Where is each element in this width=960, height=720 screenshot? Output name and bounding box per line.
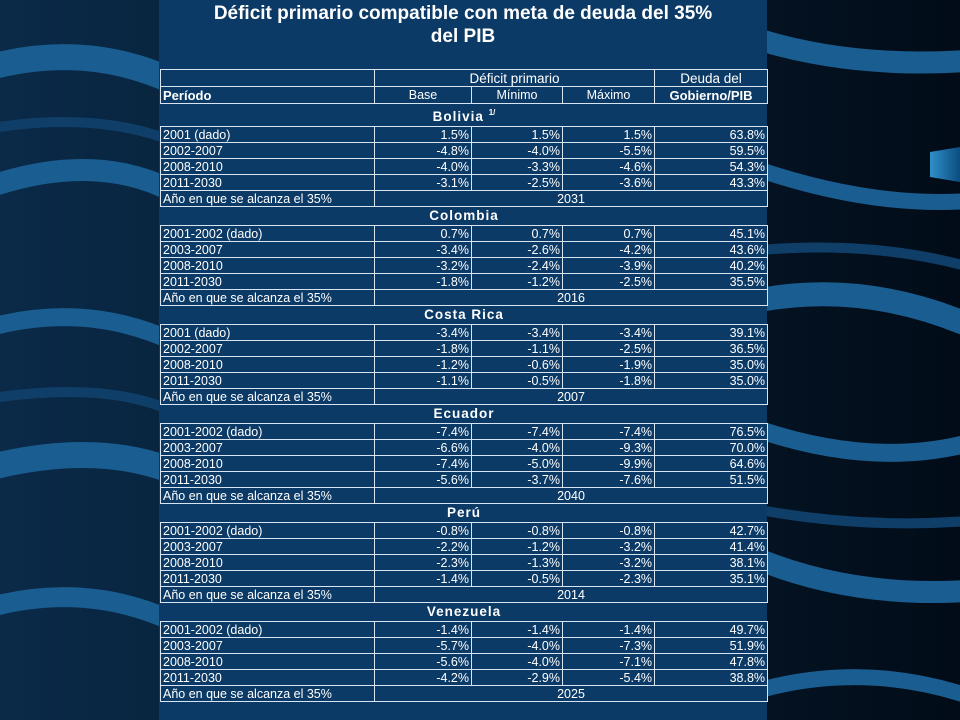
max-cell: -9.3% xyxy=(563,440,655,456)
max-cell: -7.4% xyxy=(563,424,655,440)
debt-cell: 49.7% xyxy=(655,622,768,638)
reach-label: Año en que se alcanza el 35% xyxy=(161,587,375,603)
min-cell: -3.7% xyxy=(472,472,563,488)
base-cell: -1.4% xyxy=(375,571,472,587)
max-cell: -7.1% xyxy=(563,654,655,670)
table-row xyxy=(161,373,768,389)
reach-year: 2014 xyxy=(375,587,768,603)
slide-title xyxy=(159,2,767,48)
base-cell: -1.8% xyxy=(375,341,472,357)
table-row xyxy=(161,654,768,670)
max-cell: -0.8% xyxy=(563,523,655,539)
max-cell: -7.6% xyxy=(563,472,655,488)
debt-cell: 39.1% xyxy=(655,325,768,341)
period-cell: 2001-2002 (dado) xyxy=(161,424,375,440)
max-cell: 0.7% xyxy=(563,226,655,242)
reach-label: Año en que se alcanza el 35% xyxy=(161,290,375,306)
min-cell: -1.2% xyxy=(472,274,563,290)
country-header-colombia xyxy=(161,207,768,226)
title-line-2: del PIB xyxy=(430,26,496,47)
debt-cell: 76.5% xyxy=(655,424,768,440)
period-cell: 2011-2030 xyxy=(161,571,375,587)
base-cell: -4.0% xyxy=(375,159,472,175)
period-cell: 2002-2007 xyxy=(161,143,375,159)
header-deficit-group: Déficit primario xyxy=(375,70,655,87)
max-cell: -3.4% xyxy=(563,325,655,341)
table-row xyxy=(161,472,768,488)
period-cell: 2001 (dado) xyxy=(161,127,375,143)
base-cell: -3.4% xyxy=(375,325,472,341)
min-cell: -4.0% xyxy=(472,654,563,670)
max-cell: -3.6% xyxy=(563,175,655,191)
min-cell: -2.4% xyxy=(472,258,563,274)
reach-label: Año en que se alcanza el 35% xyxy=(161,686,375,702)
max-cell: -9.9% xyxy=(563,456,655,472)
base-cell: -2.3% xyxy=(375,555,472,571)
base-cell: -3.4% xyxy=(375,242,472,258)
reach-label: Año en que se alcanza el 35% xyxy=(161,191,375,207)
table-row xyxy=(161,242,768,258)
period-cell: 2003-2007 xyxy=(161,638,375,654)
base-cell: 1.5% xyxy=(375,127,472,143)
debt-cell: 70.0% xyxy=(655,440,768,456)
debt-cell: 35.1% xyxy=(655,571,768,587)
country-name: Venezuela xyxy=(426,604,502,619)
base-cell: -1.2% xyxy=(375,357,472,373)
period-cell: 2008-2010 xyxy=(161,456,375,472)
header-row-1 xyxy=(161,70,768,87)
min-cell: -2.5% xyxy=(472,175,563,191)
base-cell: 0.7% xyxy=(375,226,472,242)
period-cell: 2008-2010 xyxy=(161,555,375,571)
debt-cell: 40.2% xyxy=(655,258,768,274)
debt-cell: 54.3% xyxy=(655,159,768,175)
min-cell: -0.5% xyxy=(472,571,563,587)
max-cell: -2.3% xyxy=(563,571,655,587)
min-cell: -2.9% xyxy=(472,670,563,686)
reach-year-row xyxy=(161,290,768,306)
table-row xyxy=(161,175,768,191)
debt-cell: 45.1% xyxy=(655,226,768,242)
debt-cell: 36.5% xyxy=(655,341,768,357)
header-period-spacer xyxy=(161,70,375,87)
period-cell: 2011-2030 xyxy=(161,373,375,389)
min-cell: -3.3% xyxy=(472,159,563,175)
base-cell: -5.6% xyxy=(375,472,472,488)
period-cell: 2001-2002 (dado) xyxy=(161,622,375,638)
min-cell: -4.0% xyxy=(472,440,563,456)
country-note: 1/ xyxy=(488,108,496,117)
base-cell: -1.4% xyxy=(375,622,472,638)
period-cell: 2011-2030 xyxy=(161,670,375,686)
max-cell: -1.4% xyxy=(563,622,655,638)
max-cell: -4.2% xyxy=(563,242,655,258)
table-row xyxy=(161,341,768,357)
debt-cell: 41.4% xyxy=(655,539,768,555)
period-cell: 2001-2002 (dado) xyxy=(161,226,375,242)
max-cell: 1.5% xyxy=(563,127,655,143)
period-cell: 2011-2030 xyxy=(161,175,375,191)
base-cell: -1.1% xyxy=(375,373,472,389)
base-cell: -4.8% xyxy=(375,143,472,159)
deficit-table xyxy=(160,69,768,702)
debt-cell: 43.3% xyxy=(655,175,768,191)
table-row xyxy=(161,159,768,175)
max-cell: -5.4% xyxy=(563,670,655,686)
country-header-bolivia xyxy=(161,104,768,127)
base-cell: -3.1% xyxy=(375,175,472,191)
table-row xyxy=(161,670,768,686)
header-period: Período xyxy=(161,87,375,104)
debt-cell: 38.8% xyxy=(655,670,768,686)
header-base: Base xyxy=(375,87,472,104)
min-cell: -5.0% xyxy=(472,456,563,472)
country-name-cell xyxy=(161,207,768,226)
reach-year: 2025 xyxy=(375,686,768,702)
reach-year: 2016 xyxy=(375,290,768,306)
max-cell: -2.5% xyxy=(563,341,655,357)
table-row xyxy=(161,143,768,159)
header-min: Mínimo xyxy=(472,87,563,104)
country-header-costa-rica xyxy=(161,306,768,325)
table-row xyxy=(161,539,768,555)
max-cell: -3.2% xyxy=(563,555,655,571)
min-cell: -4.0% xyxy=(472,638,563,654)
table-row xyxy=(161,523,768,539)
max-cell: -3.9% xyxy=(563,258,655,274)
reach-year-row xyxy=(161,389,768,405)
country-name: Ecuador xyxy=(433,406,495,421)
debt-cell: 38.1% xyxy=(655,555,768,571)
reach-year-row xyxy=(161,587,768,603)
table-row xyxy=(161,638,768,654)
country-name-cell xyxy=(161,603,768,622)
max-cell: -1.8% xyxy=(563,373,655,389)
base-cell: -0.8% xyxy=(375,523,472,539)
base-cell: -7.4% xyxy=(375,424,472,440)
reach-year-row xyxy=(161,686,768,702)
min-cell: -4.0% xyxy=(472,143,563,159)
min-cell: 1.5% xyxy=(472,127,563,143)
max-cell: -4.6% xyxy=(563,159,655,175)
reach-year-row xyxy=(161,191,768,207)
max-cell: -5.5% xyxy=(563,143,655,159)
country-name-cell xyxy=(161,306,768,325)
debt-cell: 35.0% xyxy=(655,357,768,373)
country-header-per- xyxy=(161,504,768,523)
debt-cell: 51.5% xyxy=(655,472,768,488)
debt-cell: 35.0% xyxy=(655,373,768,389)
min-cell: -2.6% xyxy=(472,242,563,258)
base-cell: -7.4% xyxy=(375,456,472,472)
period-cell: 2003-2007 xyxy=(161,539,375,555)
min-cell: -7.4% xyxy=(472,424,563,440)
country-name-cell xyxy=(161,504,768,523)
header-row-2 xyxy=(161,87,768,104)
period-cell: 2011-2030 xyxy=(161,472,375,488)
period-cell: 2008-2010 xyxy=(161,654,375,670)
period-cell: 2001 (dado) xyxy=(161,325,375,341)
min-cell: -1.1% xyxy=(472,341,563,357)
debt-cell: 63.8% xyxy=(655,127,768,143)
base-cell: -6.6% xyxy=(375,440,472,456)
period-cell: 2003-2007 xyxy=(161,440,375,456)
period-cell: 2001-2002 (dado) xyxy=(161,523,375,539)
period-cell: 2011-2030 xyxy=(161,274,375,290)
reach-label: Año en que se alcanza el 35% xyxy=(161,488,375,504)
period-cell: 2008-2010 xyxy=(161,159,375,175)
country-name: Colombia xyxy=(429,208,499,223)
debt-cell: 64.6% xyxy=(655,456,768,472)
min-cell: -0.8% xyxy=(472,523,563,539)
country-name-cell xyxy=(161,405,768,424)
decorative-tab xyxy=(930,147,960,182)
base-cell: -1.8% xyxy=(375,274,472,290)
table-row xyxy=(161,456,768,472)
header-max: Máximo xyxy=(563,87,655,104)
debt-cell: 42.7% xyxy=(655,523,768,539)
debt-cell: 59.5% xyxy=(655,143,768,159)
min-cell: -1.2% xyxy=(472,539,563,555)
country-header-ecuador xyxy=(161,405,768,424)
reach-year: 2040 xyxy=(375,488,768,504)
table-row xyxy=(161,571,768,587)
header-debt-line2: Gobierno/PIB xyxy=(655,87,768,104)
country-name: Costa Rica xyxy=(424,307,504,322)
country-name: Perú xyxy=(447,505,482,520)
debt-cell: 51.9% xyxy=(655,638,768,654)
title-line-1: Déficit primario compatible con meta de deuda del 35% xyxy=(213,3,713,24)
max-cell: -1.9% xyxy=(563,357,655,373)
reach-year: 2007 xyxy=(375,389,768,405)
table-row xyxy=(161,357,768,373)
min-cell: -1.4% xyxy=(472,622,563,638)
base-cell: -4.2% xyxy=(375,670,472,686)
period-cell: 2008-2010 xyxy=(161,258,375,274)
debt-cell: 43.6% xyxy=(655,242,768,258)
min-cell: -1.3% xyxy=(472,555,563,571)
debt-cell: 47.8% xyxy=(655,654,768,670)
header-debt-line1: Deuda del xyxy=(655,70,768,87)
table-row xyxy=(161,424,768,440)
period-cell: 2002-2007 xyxy=(161,341,375,357)
table-body xyxy=(161,70,768,702)
base-cell: -5.6% xyxy=(375,654,472,670)
max-cell: -3.2% xyxy=(563,539,655,555)
country-name-cell xyxy=(161,104,768,127)
base-cell: -2.2% xyxy=(375,539,472,555)
table-row xyxy=(161,325,768,341)
min-cell: 0.7% xyxy=(472,226,563,242)
table-row xyxy=(161,440,768,456)
reach-year-row xyxy=(161,488,768,504)
min-cell: -0.6% xyxy=(472,357,563,373)
table-row xyxy=(161,127,768,143)
period-cell: 2008-2010 xyxy=(161,357,375,373)
reach-label: Año en que se alcanza el 35% xyxy=(161,389,375,405)
base-cell: -3.2% xyxy=(375,258,472,274)
min-cell: -3.4% xyxy=(472,325,563,341)
max-cell: -7.3% xyxy=(563,638,655,654)
table-row xyxy=(161,226,768,242)
country-header-venezuela xyxy=(161,603,768,622)
table-row xyxy=(161,555,768,571)
max-cell: -2.5% xyxy=(563,274,655,290)
table-row xyxy=(161,258,768,274)
country-name: Bolivia xyxy=(432,109,484,124)
table-row xyxy=(161,274,768,290)
table-row xyxy=(161,622,768,638)
min-cell: -0.5% xyxy=(472,373,563,389)
reach-year: 2031 xyxy=(375,191,768,207)
period-cell: 2003-2007 xyxy=(161,242,375,258)
debt-cell: 35.5% xyxy=(655,274,768,290)
base-cell: -5.7% xyxy=(375,638,472,654)
